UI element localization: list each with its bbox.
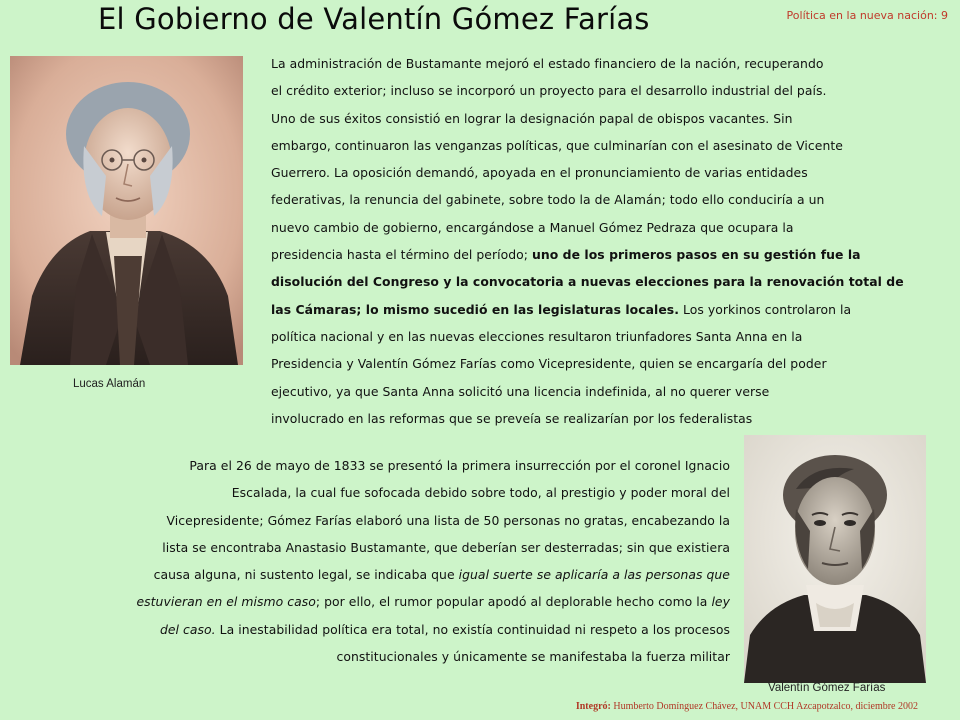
credits-label: Integró: [575, 701, 611, 712]
text-line: Para el 26 de mayo de 1833 se presentó la primera insurrección por el coronel Ignacio [189, 458, 730, 473]
italic-text: ley [711, 594, 730, 610]
italic-text: del caso. [159, 621, 216, 637]
page-title: El Gobierno de Valentín Gómez Farías [98, 2, 650, 36]
paragraph-bustamante [271, 50, 939, 432]
text-line [38, 616, 730, 643]
text-segment: causa alguna, ni sustento legal, se indicaba que [153, 567, 459, 583]
gomez-farias-portrait [744, 435, 926, 683]
credits-text: Humberto Domínguez Chávez, UNAM CCH Azcapotzalco, diciembre 2002 [610, 701, 918, 712]
text-line: Presidencia y Valentín Gómez Farías como Vicepresidente, quien se encargaría del poder [271, 356, 827, 372]
text-line: Escalada, la cual fue sofocada debido sobre todo, al prestigio y poder moral del [231, 485, 730, 501]
credits-footer [576, 701, 918, 712]
text-segment: Los yorkinos controlaron la [678, 301, 852, 317]
text-line: nuevo cambio de gobierno, encargándose a Manuel Gómez Pedraza que ocupara la [271, 219, 794, 235]
text-line [271, 296, 939, 323]
lucas-alaman-portrait [10, 56, 243, 365]
gomez-farias-portrait-image [744, 435, 926, 683]
section-note: Política en la nueva nación: 9 [786, 9, 948, 22]
text-line: Vicepresidente; Gómez Farías elaboró una lista de 50 personas no gratas, encabezando la [166, 512, 730, 528]
text-line: La administración de Bustamante mejoró el estado financiero de la nación, recuperando [271, 56, 824, 71]
lucas-alaman-portrait-image [10, 56, 243, 365]
text-line: ejecutivo, ya que Santa Anna solicitó una licencia indefinida, al no querer verse [271, 383, 770, 399]
italic-text: igual suerte se aplicaría a las personas que [458, 567, 730, 583]
bold-text: las Cámaras; lo mismo sucedió en las legislaturas locales. [271, 301, 679, 317]
text-segment: La inestabilidad política era total, no existía continuidad ni respeto a los procesos [215, 621, 730, 637]
italic-text: estuvieran en el mismo caso [136, 594, 316, 610]
text-line [38, 561, 730, 588]
text-line: Uno de sus éxitos consistió en lograr la designación papal de obispos vacantes. Sin [271, 110, 793, 126]
text-line: constitucionales y únicamente se manifestaba la fuerza militar [336, 649, 730, 665]
text-line: federativas, la renuncia del gabinete, sobre todo la de Alamán; todo ello conduciría a un [271, 192, 825, 208]
text-line: embargo, continuaron las venganzas políticas, que culminarían con el asesinato de Vicente [271, 137, 843, 153]
text-segment: presidencia hasta el término del período; [271, 247, 533, 263]
lucas-alaman-caption: Lucas Alamán [73, 378, 146, 390]
text-line: involucrado en las reformas que se preveía se realizarían por los federalistas [271, 410, 753, 426]
text-segment: ; por ello, el rumor popular apodó al deplorable hecho como la [315, 594, 712, 610]
text-line: el crédito exterior; incluso se incorporó un proyecto para el desarrollo industrial del país. [271, 83, 827, 99]
text-line: política nacional y en las nuevas elecciones resultaron triunfadores Santa Anna en la [271, 328, 803, 344]
paragraph-insurreccion [38, 452, 730, 670]
text-line: lista se encontraba Anastasio Bustamante, que deberían ser desterradas; sin que existiera [162, 539, 730, 555]
bold-text: uno de los primeros pasos en su gestión fue la [532, 247, 861, 263]
bold-text: disolución del Congreso y la convocatoria a nuevas elecciones para la renovación total de [271, 274, 904, 290]
text-line: Guerrero. La oposición demandó, apoyada en el pronunciamiento de varias entidades [271, 165, 808, 181]
text-line [38, 588, 730, 615]
gomez-farias-caption: Valentín Gómez Farías [768, 682, 886, 694]
text-line [271, 241, 939, 268]
